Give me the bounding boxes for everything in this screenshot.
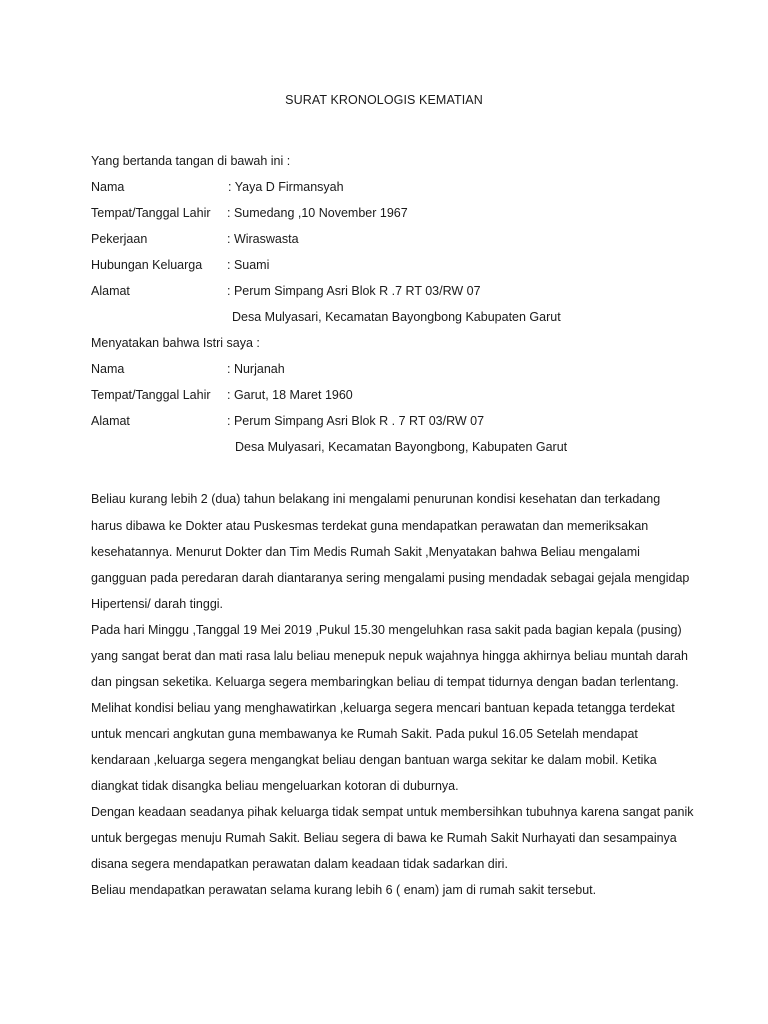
husband-birth-label: Tempat/Tanggal Lahir — [91, 206, 211, 220]
husband-name-label: Nama — [91, 180, 125, 194]
body-line: untuk bergegas menuju Rumah Sakit. Beliau segera di bawa ke Rumah Sakit Nurhayati dan sesampainya — [91, 831, 677, 845]
body-line: dan pingsan seketika. Keluarga segera membaringkan beliau di tempat tidurnya dengan badan terlentang. — [91, 675, 679, 689]
body-line: Hipertensi/ darah tinggi. — [91, 597, 224, 611]
body-line: gangguan pada peredaran darah diantaranya sering mengalami pusing mendadak sebagai gejala mengidap — [91, 571, 690, 585]
document-title: SURAT KRONOLOGIS KEMATIAN — [285, 93, 483, 107]
husband-address-value: : Perum Simpang Asri Blok R .7 RT 03/RW 07 — [227, 284, 481, 298]
body-line: Beliau mendapatkan perawatan selama kurang lebih 6 ( enam) jam di rumah sakit tersebut. — [91, 883, 597, 897]
body-line: kesehatannya. Menurut Dokter dan Tim Medis Rumah Sakit ,Menyatakan bahwa Beliau mengalami — [91, 545, 640, 559]
wife-address-line2: Desa Mulyasari, Kecamatan Bayongbong, Kabupaten Garut — [235, 440, 568, 454]
wife-name-value: : Nurjanah — [227, 362, 285, 376]
husband-job-label: Pekerjaan — [91, 232, 148, 246]
body-line: untuk mencari angkutan guna membawanya ke Rumah Sakit. Pada pukul 16.05 Setelah mendapat — [91, 727, 638, 741]
husband-job-value: : Wiraswasta — [227, 232, 299, 246]
wife-birth-value: : Garut, 18 Maret 1960 — [227, 388, 353, 402]
wife-address-value: : Perum Simpang Asri Blok R . 7 RT 03/RW 07 — [227, 414, 485, 428]
body-line: harus dibawa ke Dokter atau Puskesmas terdekat guna mendapatkan perawatan dan memeriksakan — [91, 519, 649, 533]
husband-address-line2: Desa Mulyasari, Kecamatan Bayongbong Kabupaten Garut — [232, 310, 561, 324]
husband-relation-label: Hubungan Keluarga — [91, 258, 203, 272]
husband-address-label: Alamat — [91, 284, 130, 298]
wife-address-label: Alamat — [91, 414, 130, 428]
body-line: diangkat tidak disangka beliau mengeluarkan kotoran di duburnya. — [91, 779, 459, 793]
declare-text: Menyatakan bahwa Istri saya : — [91, 336, 260, 350]
body-line: disana segera mendapatkan perawatan dalam keadaan tidak sadarkan diri. — [91, 857, 508, 871]
body-line: Melihat kondisi beliau yang menghawatirkan ,keluarga segera mencari bantuan kepada tetangga terdekat — [91, 701, 675, 715]
wife-name-label: Nama — [91, 362, 125, 376]
body-line: kendaraan ,keluarga segera mengangkat beliau dengan bantuan warga sekitar ke dalam mobil. Ketika — [91, 753, 657, 767]
body-line: Dengan keadaan seadanya pihak keluarga tidak sempat untuk membersihkan tubuhnya karena sangat panik — [91, 805, 694, 819]
body-line: Pada hari Minggu ,Tanggal 19 Mei 2019 ,Pukul 15.30 mengeluhkan rasa sakit pada bagian kepala (pusing) — [91, 623, 682, 637]
body-line: Beliau kurang lebih 2 (dua) tahun belakang ini mengalami penurunan kondisi kesehatan dan terkadang — [91, 492, 661, 506]
husband-relation-value: : Suami — [227, 258, 270, 272]
husband-birth-value: : Sumedang ,10 November 1967 — [227, 206, 408, 220]
wife-birth-label: Tempat/Tanggal Lahir — [91, 388, 211, 402]
intro-text: Yang bertanda tangan di bawah ini : — [91, 154, 291, 168]
husband-name-value: : Yaya D Firmansyah — [228, 180, 344, 194]
body-line: yang sangat berat dan mati rasa lalu beliau menepuk nepuk wajahnya hingga akhirnya beliau muntah darah — [91, 649, 688, 663]
